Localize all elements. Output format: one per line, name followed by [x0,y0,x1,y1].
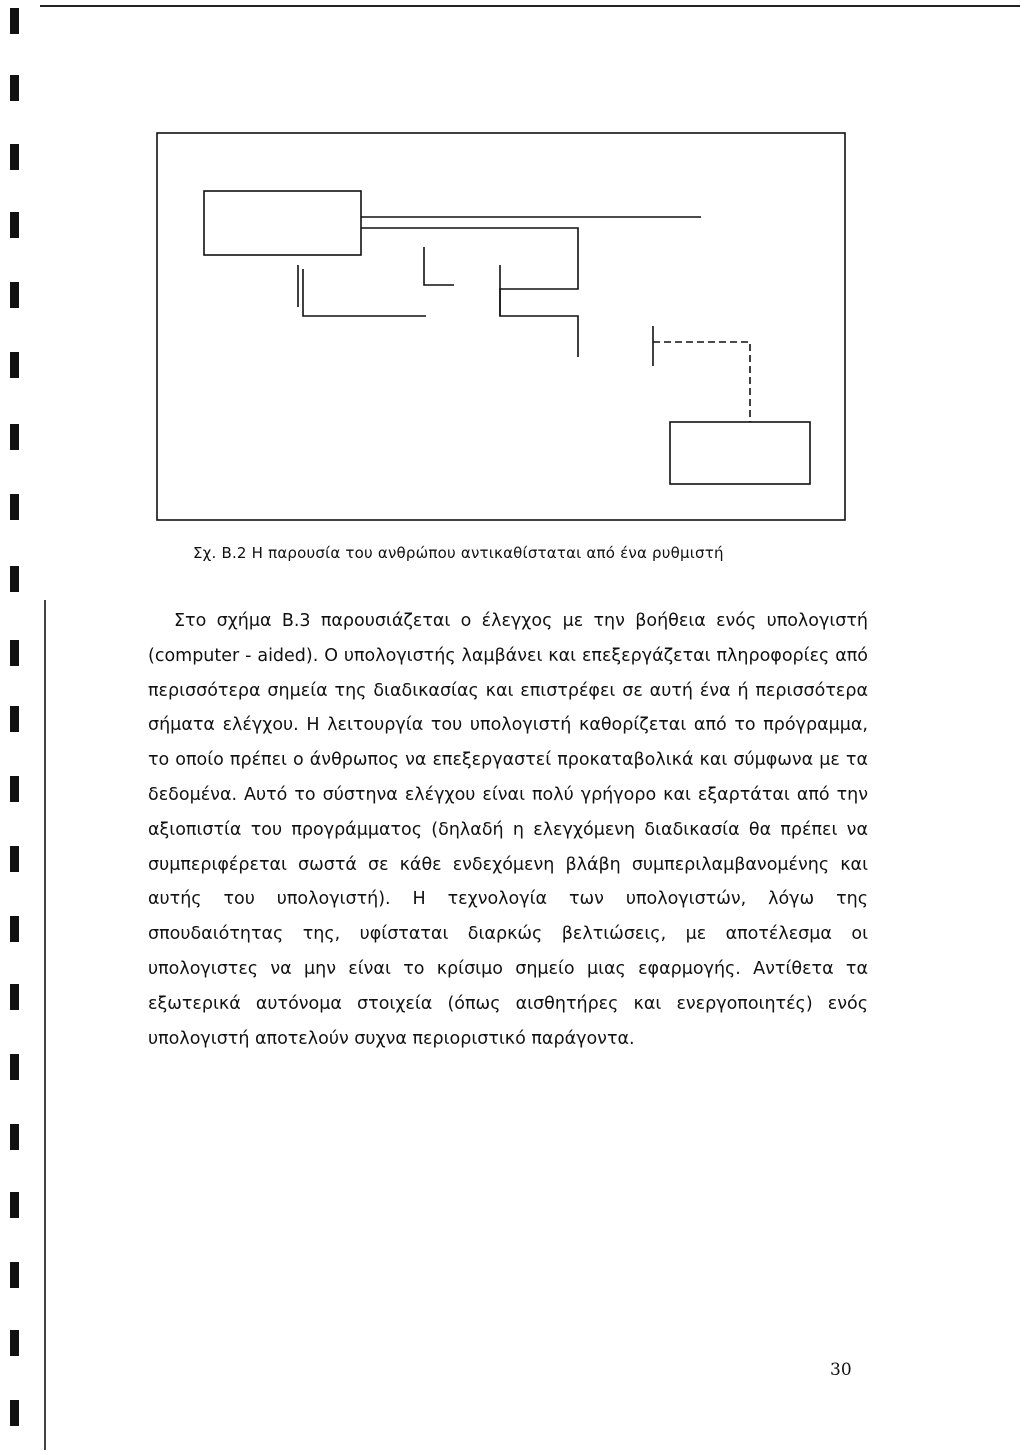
binding-hole [10,916,19,942]
binding-hole [10,1400,19,1426]
binding-hole [10,1262,19,1288]
binding-hole [10,75,19,101]
binding-hole [10,424,19,450]
binding-hole [10,352,19,378]
body-text [148,604,868,1056]
page-number: 30 [830,1360,852,1380]
binding-hole [10,1192,19,1218]
connector-line [361,228,578,357]
binding-hole [10,494,19,520]
binding-hole [10,846,19,872]
dashed-feedback-line [653,342,750,422]
binding-hole [10,144,19,170]
binding-hole [10,212,19,238]
margin-rule [44,600,46,1450]
binding-hole [10,640,19,666]
binding-hole [10,566,19,592]
connector-line [424,247,454,285]
control-diagram-figure [156,132,846,521]
body-paragraph: Στο σχήμα Β.3 παρουσιάζεται ο έλεγχος με την βοήθεια ενός υπολογιστή (computer - aided). Ο υπολογιστής λαμβάνει και επεξεργάζεται πληροφορίες από περισσότερα σημεία της διαδικασίας και επιστρέφει σε αυτή ένα ή περισσότερα σήματα ελέγχου. Η λειτουργία του υπολογιστή καθορίζεται από το πρόγραμμα, το οποίο πρέπει ο άνθρωπος να επεξεργαστεί προκαταβολικά και σύμφωνα με τα δεδομένα. Αυτό το σύστηνα ελέγχου είναι πολύ γρήγορο και εξαρτάται από την αξιοπιστία του προγράμματος (δηλαδή η ελεγχόμενη διαδικασία θα πρέπει να συμπεριφέρεται σωστά σε κάθε ενδεχόμενη βλάβη συμπεριλαμβανομένης και αυτής του υπολογιστή). Η τεχνολογία των υπολογιστών, λόγω της σπουδαιότητας της, υφίσταται διαρκώς βελτιώσεις, με αποτέλεσμα οι υπολογιστες να μην είναι το κρίσιμο σημείο μιας εφαρμογής. Αντίθετα τα εξωτερικά αυτόνομα στοιχεία (όπως αισθητήρες και ενεργοποιητές) ενός υπολογιστή αποτελούν συχνα περιοριστικό παράγοντα. [148,611,868,1049]
figure-caption: Σχ. Β.2 Η παρουσία του ανθρώπου αντικαθίσταται από ένα ρυθμιστή [193,544,724,562]
top-rule [40,5,1020,7]
process-block [670,422,810,484]
binding-hole [10,776,19,802]
connector-line [303,269,426,316]
binding-hole [10,1330,19,1356]
binding-hole [10,984,19,1010]
binding-hole [10,1054,19,1080]
binding-hole [10,8,19,34]
binding-hole [10,706,19,732]
binding-margin [0,0,60,1455]
controller-block [204,191,361,255]
binding-hole [10,282,19,308]
binding-hole [10,1124,19,1150]
